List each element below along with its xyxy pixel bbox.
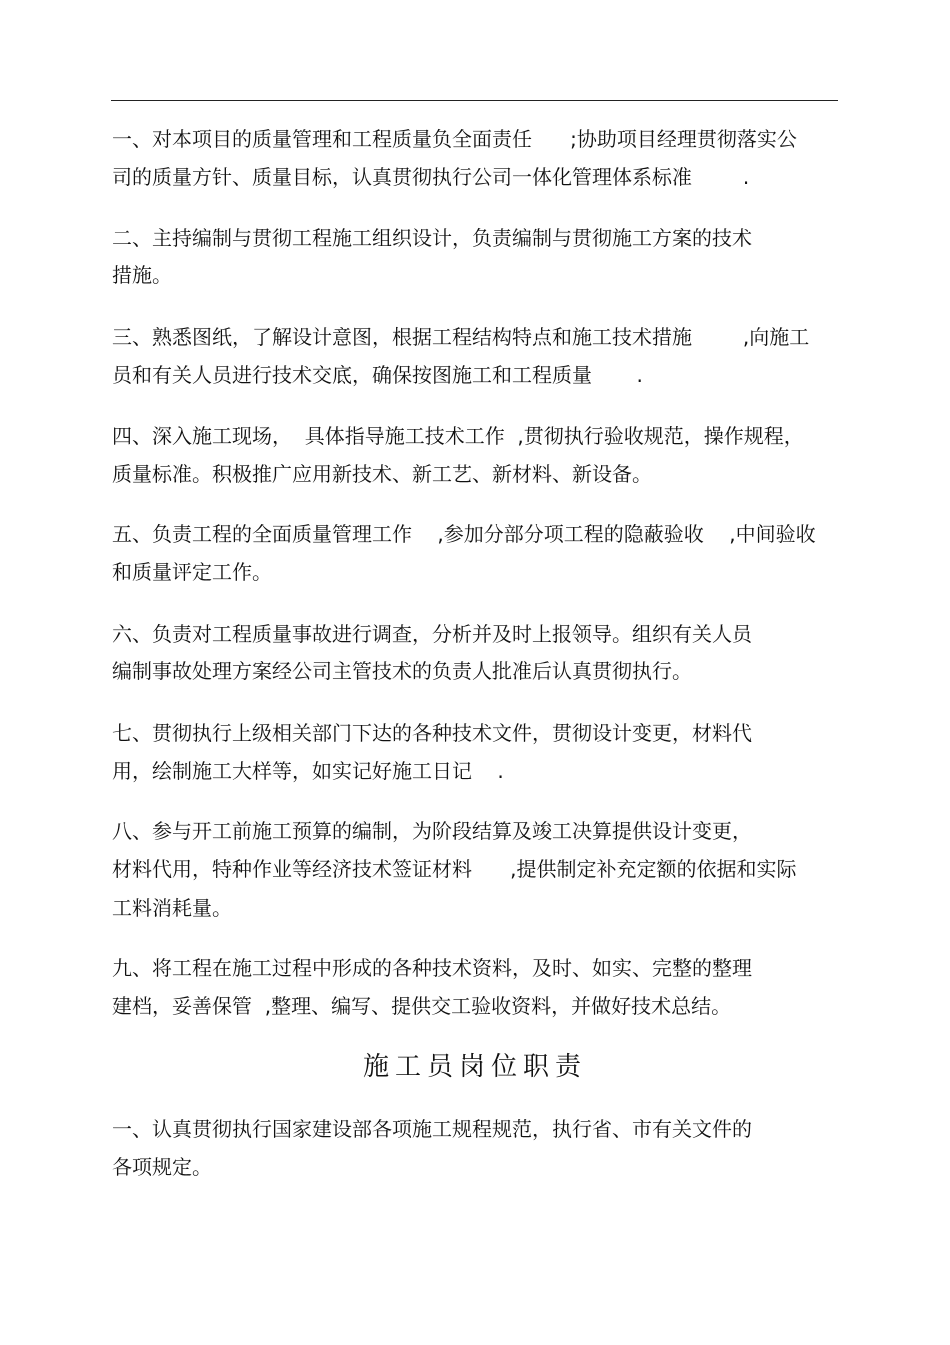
paragraph-line: 用，绘制施工大样等，如实记好施工日记 . bbox=[112, 759, 504, 783]
paragraph-line: 措施。 bbox=[112, 263, 172, 287]
paragraph-line: 一、对本项目的质量管理和工程质量负全面责任 ;协助项目经理贯彻落实公 bbox=[112, 127, 797, 151]
paragraph-line: 建档，妥善保管 ,整理、编写、提供交工验收资料，并做好技术总结。 bbox=[112, 994, 732, 1018]
paragraph-line: 四、深入施工现场， 具体指导施工技术工作 ,贯彻执行验收规范，操作规程， bbox=[112, 424, 804, 448]
paragraph-line: 各项规定。 bbox=[112, 1155, 212, 1179]
paragraph-line: 材料代用，特种作业等经济技术签证材料 ,提供制定补充定额的依据和实际 bbox=[112, 857, 797, 881]
paragraph-line: 三、熟悉图纸，了解设计意图，根据工程结构特点和施工技术措施 ,向施工 bbox=[112, 325, 810, 349]
paragraph-line: 工料消耗量。 bbox=[112, 896, 232, 920]
paragraph-line: 六、负责对工程质量事故进行调查，分析并及时上报领导。组织有关人员 bbox=[112, 622, 752, 646]
paragraph-line: 九、将工程在施工过程中形成的各种技术资料，及时、如实、完整的整理 bbox=[112, 956, 752, 980]
paragraph-line: 二、主持编制与贯彻工程施工组织设计，负责编制与贯彻施工方案的技术 bbox=[112, 226, 752, 250]
paragraph-line: 七、贯彻执行上级相关部门下达的各种技术文件，贯彻设计变更，材料代 bbox=[112, 721, 752, 745]
paragraph-line: 司的质量方针、质量目标，认真贯彻执行公司一体化管理体系标准 . bbox=[112, 165, 750, 189]
paragraph-line: 一、认真贯彻执行国家建设部各项施工规程规范，执行省、市有关文件的 bbox=[112, 1117, 752, 1141]
paragraph-line: 员和有关人员进行技术交底，确保按图施工和工程质量 . bbox=[112, 363, 643, 387]
paragraph-line: 编制事故处理方案经公司主管技术的负责人批准后认真贯彻执行。 bbox=[112, 659, 692, 683]
paragraph-line: 质量标准。积极推广应用新技术、新工艺、新材料、新设备。 bbox=[112, 462, 652, 486]
paragraph-line: 八、参与开工前施工预算的编制，为阶段结算及竣工决算提供设计变更， bbox=[112, 819, 752, 843]
section-title: 施工员岗位职责 bbox=[362, 1052, 587, 1082]
paragraph-line: 和质量评定工作。 bbox=[112, 560, 272, 584]
header-divider bbox=[111, 100, 838, 101]
paragraph-line: 五、负责工程的全面质量管理工作 ,参加分部分项工程的隐蔽验收 ,中间验收 bbox=[112, 522, 816, 546]
